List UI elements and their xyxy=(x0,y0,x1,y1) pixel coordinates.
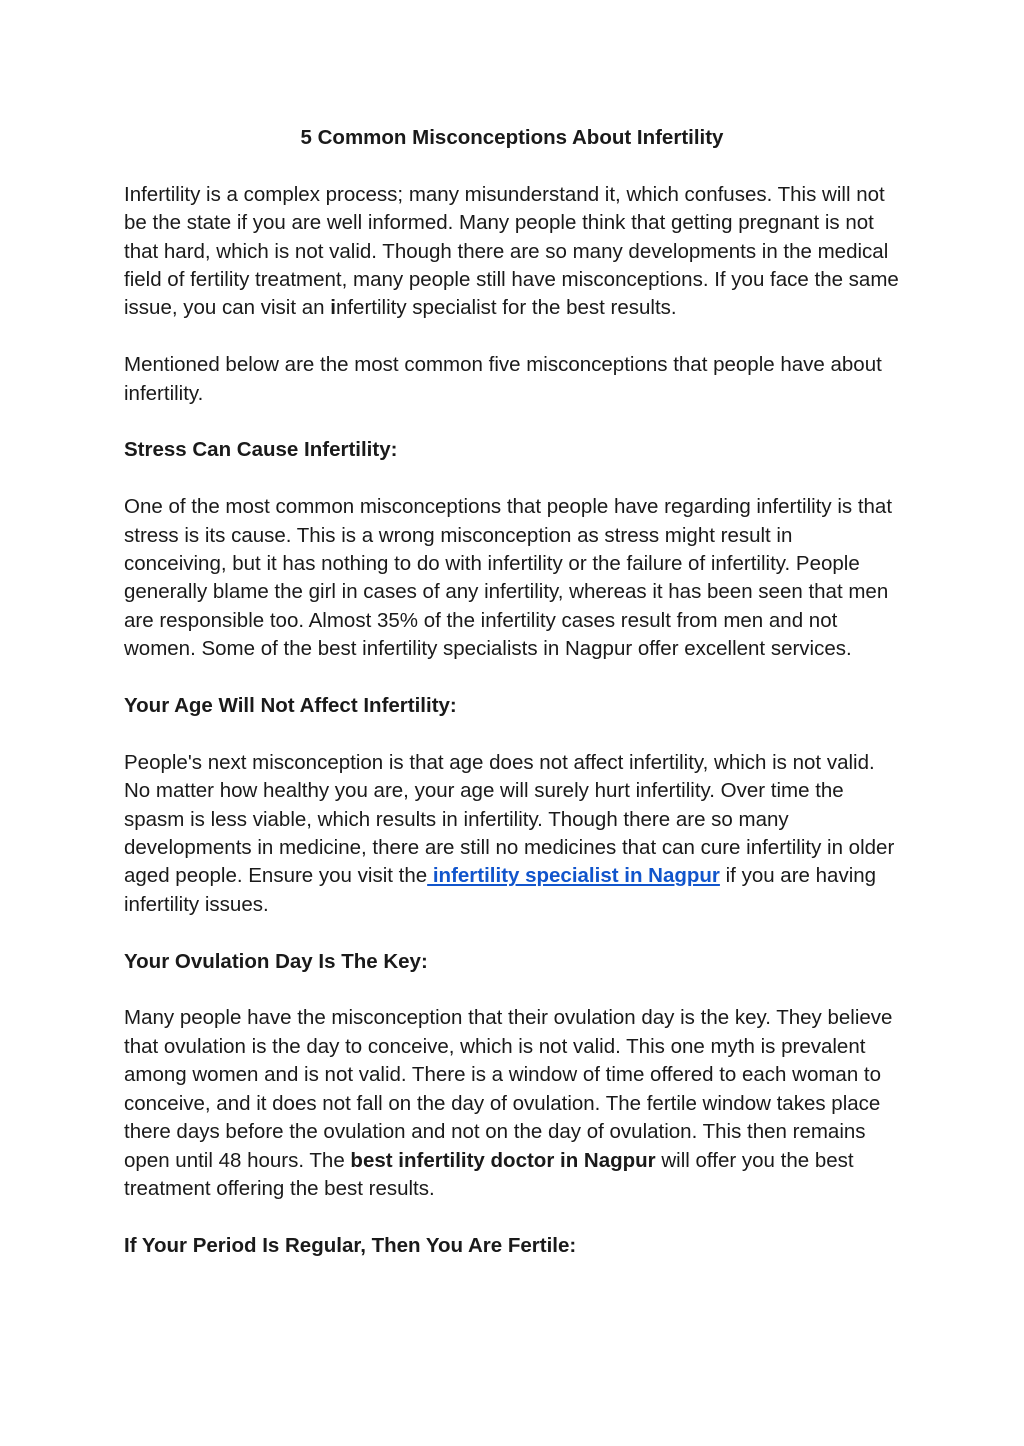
infertility-specialist-link[interactable]: infertility specialist in Nagpur xyxy=(427,864,720,888)
section-heading-period: If Your Period Is Regular, Then You Are Fertile: xyxy=(124,1233,577,1257)
section-heading-ovulation: Your Ovulation Day Is The Key: xyxy=(124,949,428,973)
intro-text: Infertility is a complex process; many misunderstand it, which confuses. This will not be the state if you are well informed. Many people think that getting pregnant is not that hard, which is not valid. Though there are so many developments in the medical field of fertility treatment, many people still have misconceptions. If you face the same issue, you can visit an xyxy=(124,182,899,320)
section-body-stress: One of the most common misconceptions that people have regarding infertility is that stress is its cause. This is a wrong misconception as stress might result in conceiving, but it has nothing to do with infertility or the failure of infertility. People generally blame the girl in cases of any infertility, whereas it has been seen that men are responsible too. Almost 35% of the infertility cases result from men and not women. Some of the best infertility specialists in Nagpur offer excellent services. xyxy=(124,495,893,661)
lead-paragraph: Mentioned below are the most common five misconceptions that people have about infertility. xyxy=(124,353,882,405)
intro-bold-letter: i xyxy=(330,296,336,320)
age-text: People's next misconception is that age does not affect infertility, which is not valid. No matter how healthy you are, your age will surely hurt infertility. Over time the spasm is less viable, which results in infertility. Though there are so many developments in medicine, there are still no medicines that can cure infertility in older aged people. Ensure you visit the xyxy=(124,750,895,888)
intro-text-end: nfertility specialist for the best results. xyxy=(335,296,677,320)
intro-paragraph xyxy=(124,181,900,323)
section-heading-stress: Stress Can Cause Infertility: xyxy=(124,438,398,462)
section-body-ovulation xyxy=(124,1004,900,1203)
ovulation-bold-text: best infertility doctor in Nagpur xyxy=(350,1148,656,1172)
section-heading-age: Your Age Will Not Affect Infertility: xyxy=(124,694,457,718)
ovulation-text-end: will offer you the best treatment offering the best results. xyxy=(124,1148,854,1200)
age-text-end: if you are having infertility issues. xyxy=(124,864,877,916)
document-title: 5 Common Misconceptions About Infertility xyxy=(300,126,724,149)
document-page xyxy=(124,124,900,1289)
ovulation-text: Many people have the misconception that their ovulation day is the key. They believe that ovulation is the day to conceive, which is not valid. This one myth is prevalent among women and is not valid. There is a window of time offered to each woman to conceive, and it does not fall on the day of ovulation. The fertile window takes place there days before the ovulation and not on the day of ovulation. This then remains open until 48 hours. The xyxy=(124,1006,893,1172)
section-body-age xyxy=(124,749,900,919)
